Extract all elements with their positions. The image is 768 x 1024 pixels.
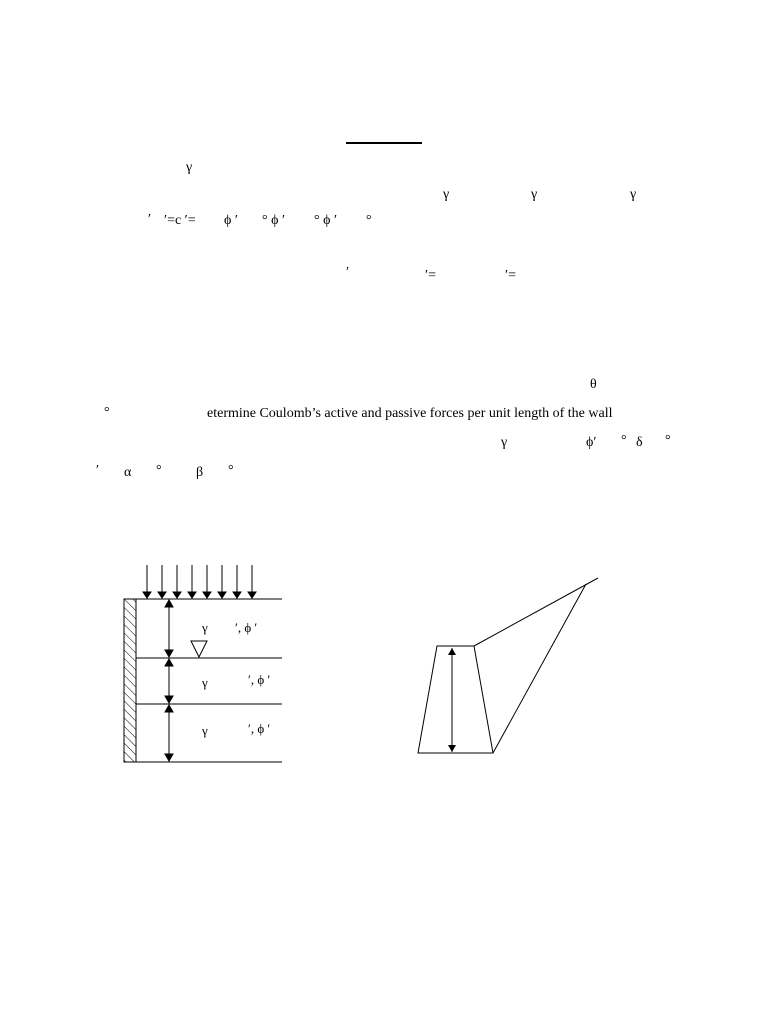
p2-statement: etermine Coulomb’s active and passive forces per unit length of the wall (207, 406, 613, 421)
p2-degree-start: ° (104, 405, 110, 420)
layer1-gamma: γ (202, 620, 208, 635)
layer-thickness-dimensions (165, 600, 173, 761)
p1-phi-1: ϕ ′ (224, 213, 238, 228)
p2-theta: θ (590, 377, 597, 392)
p1-gamma-c: γ (630, 187, 637, 202)
p1-gamma-b: γ (531, 187, 538, 202)
p2-beta: β (196, 465, 204, 480)
water-table-icon (191, 641, 207, 657)
layer3-props: ′, ϕ ′ (248, 721, 271, 736)
p2-gamma: γ (501, 435, 508, 450)
p1-phi-3: ° ϕ ′ (314, 213, 338, 228)
layer3-gamma: γ (202, 723, 208, 738)
p2-deg-4: ° (228, 463, 234, 478)
coulomb-wall-figure (418, 578, 598, 753)
p2-delta: δ (636, 435, 643, 450)
p2-alpha: α (124, 465, 132, 480)
layer1-props: ′, ϕ ′ (235, 620, 258, 635)
p1-degree: ° (366, 213, 372, 228)
wall-section (418, 646, 493, 753)
failure-wedge-line (493, 584, 586, 753)
p1-gamma-a: γ (443, 187, 450, 202)
p2-deg-2: ° (665, 433, 671, 448)
p2-phi: ϕ′ (586, 435, 597, 450)
p1-cohesion: ′=c ′= (164, 213, 196, 228)
p2-prime: ′ (96, 463, 100, 478)
layer2-props: ′, ϕ ′ (248, 672, 271, 687)
p1-prime: ′ (148, 212, 152, 227)
p2-deg-3: ° (156, 463, 162, 478)
p1-prime-2: ′ (346, 265, 350, 280)
backfill-slope-line (474, 578, 598, 646)
p1-phi-2: ° ϕ ′ (262, 213, 286, 228)
p1-gamma: γ (186, 160, 193, 175)
retaining-wall (124, 599, 136, 762)
p1-equals-2: ′= (505, 268, 516, 283)
layer2-gamma: γ (202, 675, 208, 690)
p1-equals-1: ′= (425, 268, 436, 283)
surcharge-arrows (143, 565, 256, 598)
p2-deg-1: ° (621, 433, 627, 448)
